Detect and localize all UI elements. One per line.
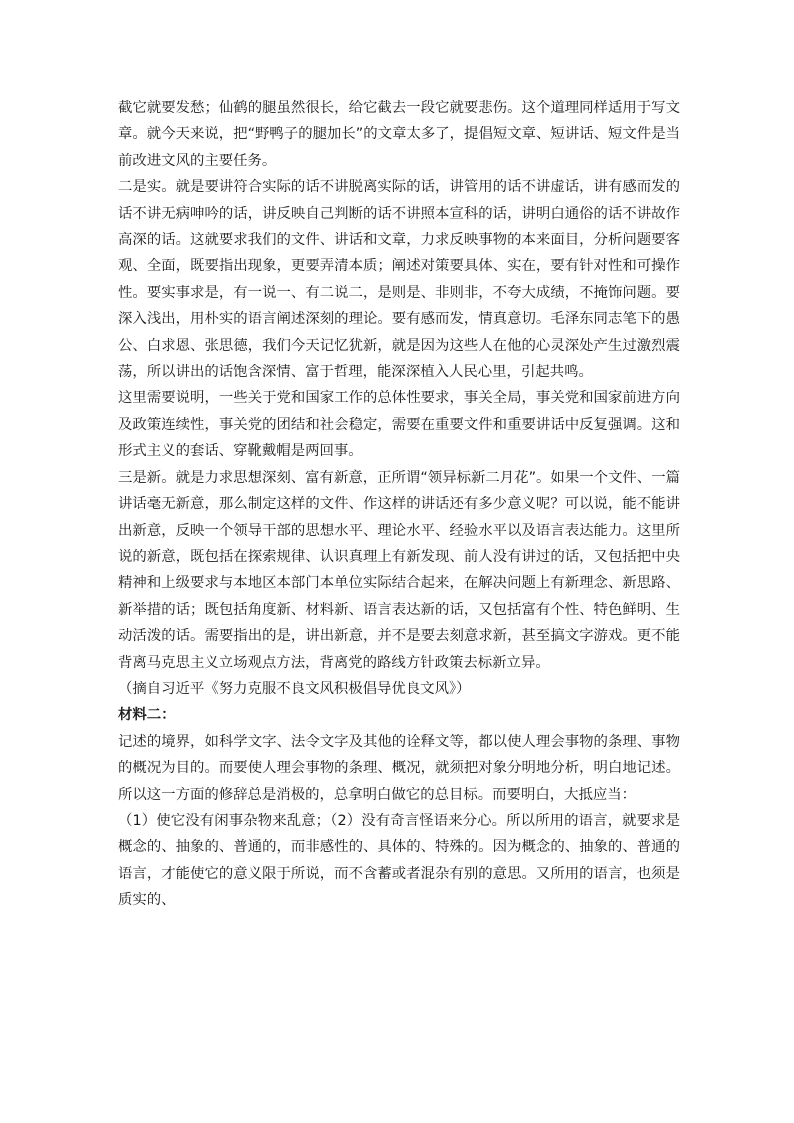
source-citation: （摘自习近平《努力克服不良文风积极倡导优良文风》） xyxy=(118,680,471,697)
paragraph: 三是新。就是力求思想深刻、富有新意，正所谓“领异标新二月花”。如果一个文件、一篇讲话毫无新意，那么制定这样的文件、作这样的讲话还有多少意义呢？可以说，能不能讲出新意，反映一个领导干部的思想水平、理论水平、经验水平以及语言表达能力。这里所说的新意，既包括在探索规律、认识真理上有新发现、前人没有讲过的话，又包括把中央精神和上级要求与本地区本部门本单位实际结合起来，在解决问题上有新理念、新思路、新举措的话；既包括角度新、材料新、语言表达新的话，又包括富有个性、特色鲜明、生动活泼的话。需要指出的是，讲出新意，并不是要去刻意求新，甚至搞文字游戏。更不能背离马克思主义立场观点方法，背离党的路线方针政策去标新立异。 xyxy=(118,469,680,671)
document-body xyxy=(118,95,680,914)
paragraph: 截它就要发愁；仙鹤的腿虽然很长，给它截去一段它就要悲伤。这个道理同样适用于写文章。就今天来说，把“野鸭子的腿加长”的文章太多了，提倡短文章、短讲话、短文件是当前改进文风的主要任务。 xyxy=(118,100,680,169)
section-heading: 材料二： xyxy=(118,707,176,724)
paragraph: 这里需要说明，一些关于党和国家工作的总体性要求，事关全局，事关党和国家前进方向及政策连续性，事关党的团结和社会稳定，需要在重要文件和重要讲话中反复强调。这和形式主义的套话、穿靴戴帽是两回事。 xyxy=(118,390,680,460)
paragraph: （1）使它没有闲事杂物来乱意；（2）没有奇言怪语来分心。所以所用的语言，就要求是概念的、抽象的、普通的，而非感性的、具体的、特殊的。因为概念的、抽象的、普通的语言，才能使它的意义限于所说，而不含蓄或者混杂有别的意思。又所用的语言，也须是质实的、 xyxy=(118,812,680,909)
paragraph: 二是实。就是要讲符合实际的话不讲脱离实际的话，讲管用的话不讲虚话，讲有感而发的话不讲无病呻吟的话，讲反映自己判断的话不讲照本宣科的话，讲明白通俗的话不讲故作高深的话。这就要求我们的文件、讲话和文章，力求反映事物的本来面目，分析问题要客观、全面，既要指出现象，更要弄清本质；阐述对策要具体、实在，要有针对性和可操作性。要实事求是，有一说一、有二说二，是则是、非则非，不夸大成绩，不掩饰问题。要深入浅出，用朴实的语言阐述深刻的理论。要有感而发，情真意切。毛泽东同志笔下的愚公、白求恩、张思德，我们今天记忆犹新，就是因为这些人在他的心灵深处产生过激烈震荡，所以讲出的话饱含深情、富于哲理，能深深植入人民心里，引起共鸣。 xyxy=(118,179,680,381)
paragraph: 记述的境界，如科学文字、法令文字及其他的诠释文等，都以使人理会事物的条理、事物的概况为目的。而要使人理会事物的条理、概况，就须把对象分明地分析，明白地记述。所以这一方面的修辞总是消极的，总拿明白做它的总目标。而要明白，大抵应当： xyxy=(118,733,680,803)
